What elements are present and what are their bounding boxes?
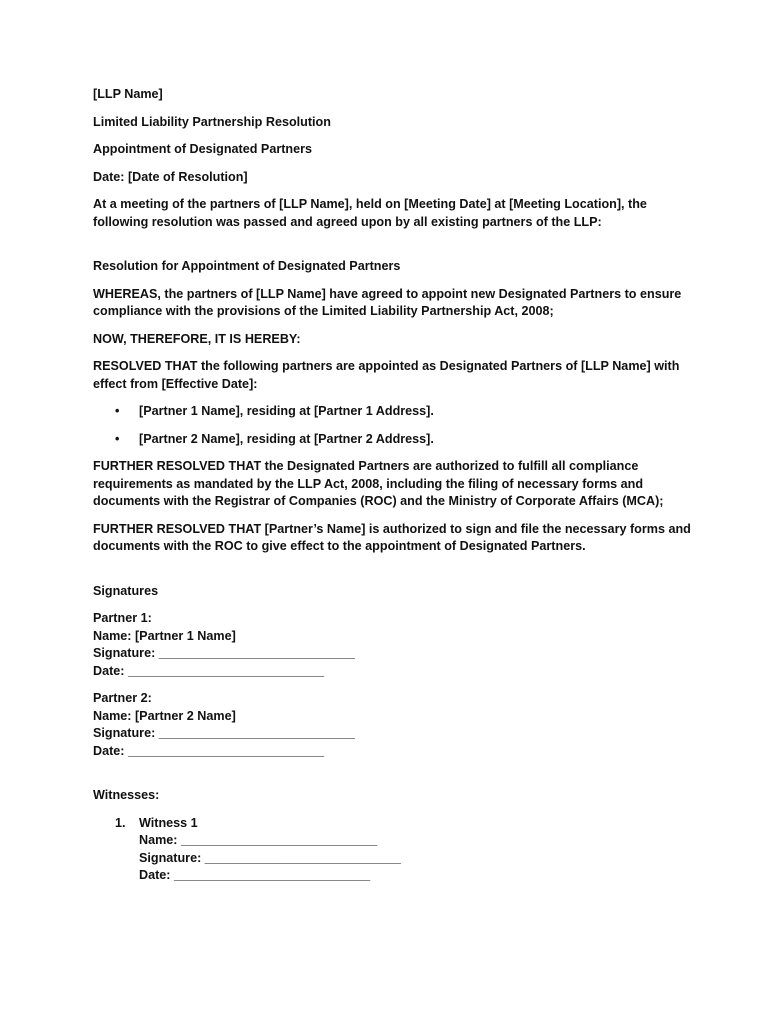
witness-name-line: Name: ____________________________ <box>139 833 378 847</box>
witness-date-line: Date: ____________________________ <box>139 868 371 882</box>
further-resolved-clause-2: FURTHER RESOLVED THAT [Partner’s Name] is authorized to sign and file the necessary forms and documents with the ROC to give effect to the appointment of Designated Partners. <box>93 521 695 553</box>
list-item <box>93 403 693 421</box>
witness-number: 1. <box>115 815 126 830</box>
document-type: Limited Liability Partnership Resolution <box>93 114 331 129</box>
now-therefore-clause: NOW, THEREFORE, IT IS HEREBY: <box>93 331 301 346</box>
witness-signature-line: Signature: ____________________________ <box>139 850 401 865</box>
partner-2-signature-line: Signature: ____________________________ <box>93 726 355 740</box>
spacer <box>93 241 693 258</box>
spacer <box>93 566 693 583</box>
partner-2-label: Partner 2: <box>93 691 152 705</box>
partner-2-entry: [Partner 2 Name], residing at [Partner 2 Address]. <box>139 431 434 446</box>
list-item <box>93 431 693 449</box>
resolution-heading: Resolution for Appointment of Designated Partners <box>93 259 401 273</box>
intro-paragraph: At a meeting of the partners of [LLP Name], held on [Meeting Date] at [Meeting Location], the following resolution was passed and agreed upon by all existing partners of the LLP: <box>93 197 651 229</box>
partner-1-label: Partner 1: <box>93 611 152 625</box>
witness-title: Witness 1 <box>139 815 198 830</box>
list-item <box>93 815 693 885</box>
bullet-icon: • <box>115 404 120 418</box>
witness-list <box>93 815 693 885</box>
partner-1-signature-line: Signature: ____________________________ <box>93 646 355 660</box>
partner-1-name: Name: [Partner 1 Name] <box>93 628 236 643</box>
document-subject: Appointment of Designated Partners <box>93 142 313 156</box>
witnesses-heading: Witnesses: <box>93 788 160 802</box>
partner-1-date-line: Date: ____________________________ <box>93 663 325 678</box>
whereas-clause: WHEREAS, the partners of [LLP Name] have agreed to appoint new Designated Partners to ensure compliance with the provisions of the Limited Liability Partnership Act, 2008; <box>93 286 685 318</box>
partner-1-entry: [Partner 1 Name], residing at [Partner 1 Address]. <box>139 404 434 418</box>
signatures-heading: Signatures <box>93 583 159 598</box>
llp-name: [LLP Name] <box>93 87 163 101</box>
resolved-clause: RESOLVED THAT the following partners are appointed as Designated Partners of [LLP Name] with effect from [Effective Date]: <box>93 359 683 391</box>
further-resolved-clause-1: FURTHER RESOLVED THAT the Designated Partners are authorized to fulfill all compliance requirements as mandated by the LLP Act, 2008, including the filing of necessary forms and documents with the Registrar of Companies (ROC) and the Ministry of Corporate Affairs (MCA); <box>93 459 664 508</box>
spacer <box>93 770 693 787</box>
resolution-date: Date: [Date of Resolution] <box>93 169 248 184</box>
partner-2-name: Name: [Partner 2 Name] <box>93 708 236 723</box>
bullet-icon: • <box>115 431 120 446</box>
partner-1-signature-block <box>93 610 693 680</box>
partner-list <box>93 403 693 448</box>
partner-2-signature-block <box>93 690 693 760</box>
document-page <box>93 86 693 885</box>
partner-2-date-line: Date: ____________________________ <box>93 743 325 758</box>
